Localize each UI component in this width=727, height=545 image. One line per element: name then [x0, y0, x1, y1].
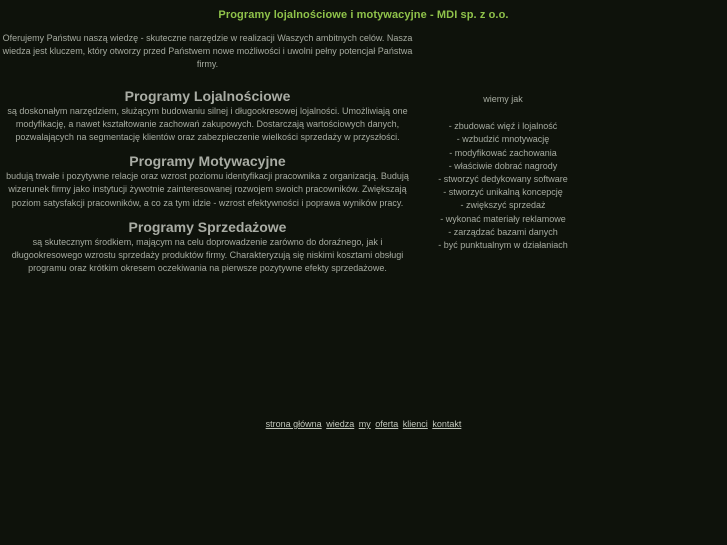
nav-link-wiedza[interactable]: wiedza: [326, 419, 355, 429]
list-item: - wykonać materiały reklamowe: [440, 213, 566, 224]
heading-programy-lojalnosciowe: Programy Lojalnościowe: [124, 87, 291, 104]
footer-nav: [0, 419, 727, 429]
text-programy-lojalnosciowe: są doskonałym narzędziem, służącym budowaniu silnej i długookresowej lojalności. Umożliwiają one modyfikację, a nawet kształtowanie zachowań zakupowych. Dostarczają wartościowych danych, pozwalających na segmentację klientów oraz zabezpieczenie wielkości sprzedaży w przyszłości.: [7, 105, 408, 143]
list-item: - właściwie dobrać nagrody: [448, 160, 558, 171]
nav-link-kontakt[interactable]: kontakt: [432, 419, 462, 429]
nav-link-oferta[interactable]: oferta: [375, 419, 399, 429]
list-item: - zbudować więź i lojalność: [448, 121, 558, 132]
list-item: - stworzyć dedykowany software: [438, 174, 568, 185]
page-title: Programy lojalnościowe i motywacyjne - MDI sp. z o.o.: [218, 9, 509, 21]
heading-programy-sprzedazowe: Programy Sprzedażowe: [128, 218, 287, 235]
heading-programy-motywacyjne: Programy Motywacyjne: [129, 153, 286, 170]
nav-link-klienci[interactable]: klienci: [402, 419, 428, 429]
sidebar-list: [423, 120, 583, 252]
list-item: - zarządzać bazami danych: [448, 226, 558, 237]
list-item: - być punktualnym w działaniach: [438, 240, 568, 251]
list-item: - wzbudzić mnotywację: [456, 134, 550, 145]
list-item: - modyfikować zachowania: [449, 147, 557, 158]
nav-link-strona-glowna[interactable]: strona główna: [265, 419, 322, 429]
text-programy-motywacyjne: budują trwałe i pozytywne relacje oraz wzrost poziomu identyfikacji pracownika z organizacją. Budują wizerunek firmy jako instytucji żywotnie zainteresowanej rozwojem swoich pracowników. Zwiększają poziom satysfakcji pracowników, a co za tym idzie - wzrost efektywności i poprawa wyników pracy.: [6, 171, 409, 208]
list-item: - zwiększyć sprzedaż: [460, 200, 546, 211]
main-content: [0, 32, 415, 275]
text-programy-sprzedazowe: są skutecznym środkiem, mającym na celu doprowadzenie zarówno do doraźnego, jak i długookresowego wzrostu sprzedaży produktów firmy. Charakteryzują się niskimi kosztami obsługi programu oraz krótkim okresem oczekiwania na pierwsze pozytywne efekty sprzedażowe.: [11, 236, 404, 274]
nav-link-my[interactable]: my: [358, 419, 371, 429]
sidebar-lead: wiemy jak: [483, 94, 523, 104]
list-item: - stworzyć unikalną koncepcję: [443, 187, 563, 198]
sidebar: [423, 93, 583, 252]
intro-text: Oferujemy Państwu naszą wiedzę - skuteczne narzędzie w realizacji Waszych ambitnych celów. Nasza wiedza jest kluczem, który otworzy przed Państwem nowe możliwości i uwolni pełny potencjał Państwa firmy.: [2, 33, 413, 70]
